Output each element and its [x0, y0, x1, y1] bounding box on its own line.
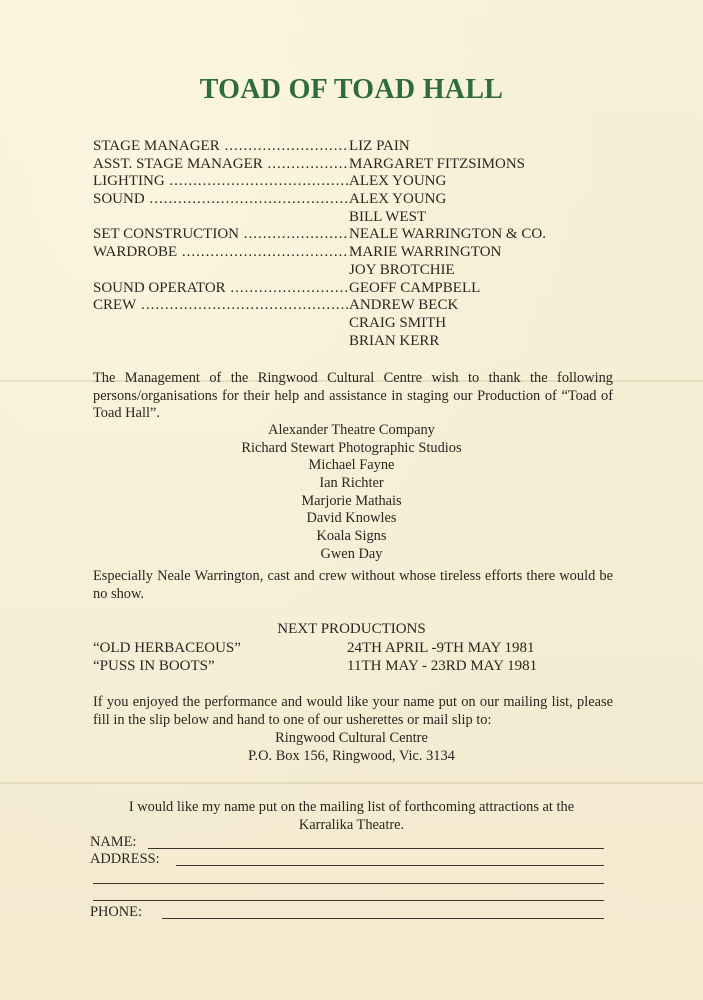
- credit-name: ALEX YOUNG: [349, 173, 447, 190]
- credit-row: [93, 333, 613, 351]
- name-label: NAME:: [90, 834, 137, 850]
- phone-label: PHONE:: [90, 904, 142, 920]
- production-title: “OLD HERBACEOUS”: [93, 640, 241, 656]
- thanks-intro: The Management of the Ringwood Cultural Centre wish to thank the following persons/organisations for their help and assistance in staging our Production of “Toad of Toad Hall”.: [93, 370, 613, 421]
- credit-name: JOY BROTCHIE: [349, 261, 455, 278]
- thanks-item: Richard Stewart Photographic Studios: [241, 439, 462, 456]
- production-dates: 24TH APRIL -9TH MAY 1981: [347, 640, 535, 656]
- credit-name: BILL WEST: [349, 208, 427, 225]
- address-line: Ringwood Cultural Centre: [275, 730, 428, 746]
- address-field[interactable]: [176, 865, 604, 866]
- address-field-line[interactable]: [93, 900, 604, 901]
- credit-name: ANDREW BECK: [349, 297, 459, 314]
- credit-name: MARIE WARRINGTON: [349, 244, 502, 261]
- slip-text: I would like my name put on the mailing list of forthcoming attractions at the: [128, 799, 575, 815]
- production-title: “PUSS IN BOOTS”: [93, 658, 215, 674]
- thanks-list: [0, 422, 703, 564]
- paper-fold: [0, 782, 703, 784]
- address-field-line[interactable]: [93, 883, 604, 884]
- credit-row: [93, 209, 613, 227]
- credit-row: [93, 191, 613, 209]
- credit-row: [93, 138, 613, 156]
- thanks-item: Koala Signs: [316, 528, 387, 545]
- thanks-item: Gwen Day: [320, 545, 383, 562]
- phone-field[interactable]: [162, 918, 604, 919]
- credit-name: CRAIG SMITH: [349, 314, 447, 331]
- credit-role: SOUND OPERATOR .....: [93, 280, 348, 298]
- mailing-text: If you enjoyed the performance and would like your name put on our mailing list, please fill in the slip below and hand to one of our usherettes or mail slip to:: [93, 694, 613, 728]
- credit-name: LIZ PAIN: [349, 138, 410, 154]
- credits-list: [93, 138, 613, 350]
- credit-role: ASST. STAGE MANAGER .....: [93, 156, 348, 174]
- credit-role: CREW .....: [93, 297, 348, 315]
- thanks-item: Michael Fayne: [308, 457, 395, 474]
- credit-row: [93, 244, 613, 262]
- credit-role: SOUND .....: [93, 191, 348, 209]
- thanks-item: Alexander Theatre Company: [268, 422, 435, 438]
- production-dates: 11TH MAY - 23RD MAY 1981: [347, 658, 538, 674]
- page-title: TOAD OF TOAD HALL: [199, 74, 504, 105]
- credit-row: [93, 226, 613, 244]
- credit-role: LIGHTING .....: [93, 173, 348, 191]
- name-field[interactable]: [148, 848, 604, 849]
- credit-name: BRIAN KERR: [349, 332, 440, 349]
- credit-row: [93, 315, 613, 333]
- credit-row: [93, 297, 613, 315]
- credit-role: WARDROBE .....: [93, 244, 348, 262]
- credit-role: SET CONSTRUCTION .....: [93, 226, 348, 244]
- slip-text: Karralika Theatre.: [298, 817, 405, 833]
- credit-row: [93, 262, 613, 280]
- thanks-special: Especially Neale Warrington, cast and crew without whose tireless efforts there would be no show.: [93, 568, 613, 602]
- credit-row: [93, 173, 613, 191]
- credit-row: [93, 156, 613, 174]
- thanks-item: Marjorie Mathais: [301, 492, 402, 509]
- credit-name: MARGARET FITZSIMONS: [349, 155, 525, 172]
- thanks-item: David Knowles: [306, 510, 397, 527]
- address-label: ADDRESS:: [90, 851, 160, 867]
- credit-name: NEALE WARRINGTON & CO.: [349, 226, 546, 243]
- thanks-item: Ian Richter: [319, 475, 384, 492]
- credit-row: [93, 280, 613, 298]
- credit-name: GEOFF CAMPBELL: [349, 279, 481, 296]
- address-line: P.O. Box 156, Ringwood, Vic. 3134: [248, 748, 455, 764]
- credit-name: ALEX YOUNG: [349, 191, 447, 208]
- credit-role: STAGE MANAGER .....: [93, 138, 348, 156]
- next-productions-heading: NEXT PRODUCTIONS: [277, 621, 426, 637]
